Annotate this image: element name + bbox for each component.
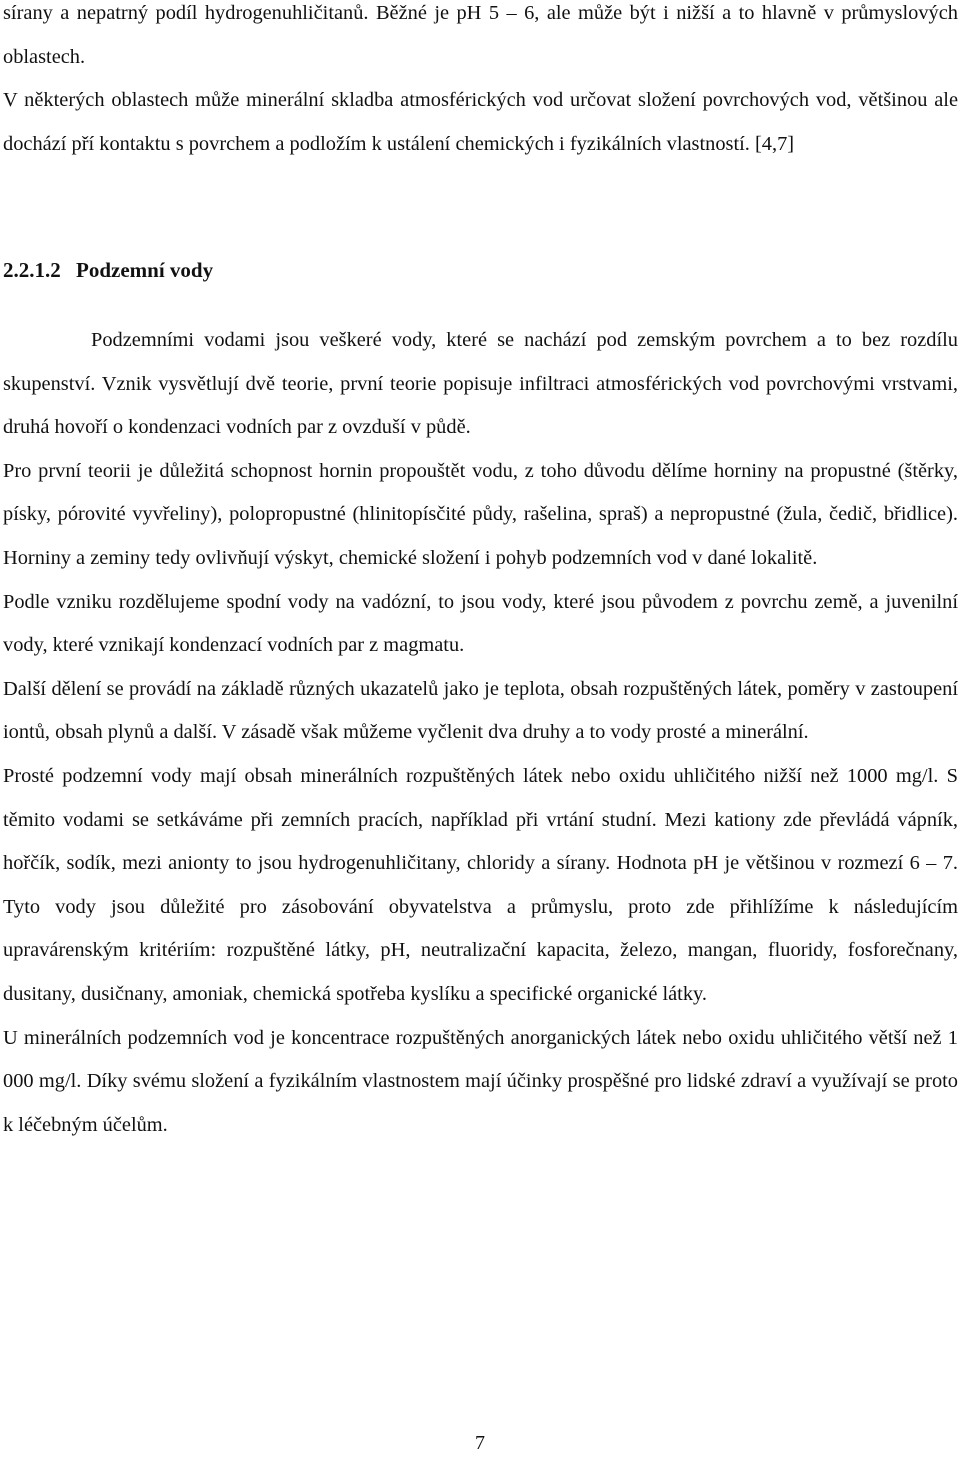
paragraph-intro-1: sírany a nepatrný podíl hydrogenuhličitanů. Běžné je pH 5 – 6, ale může být i nižší a to hlavně v průmyslových oblastech. xyxy=(3,2,958,68)
paragraph-3: Podle vzniku rozdělujeme spodní vody na vadózní, to jsou vody, které jsou původem z povrchu země, a juvenilní vody, které vznikají kondenzací vodních par z magmatu. xyxy=(3,590,958,657)
section-number: 2.2.1.2 xyxy=(3,258,61,282)
paragraph-4: Další dělení se provádí na základě různých ukazatelů jako je teplota, obsah rozpuštěných látek, poměry v zastoupení iontů, obsah plynů a další. V zásadě však můžeme vyčlenit dva druhy a to vody prosté a minerální. xyxy=(3,677,958,744)
section-body xyxy=(3,319,958,1147)
paragraph-5: Prosté podzemní vody mají obsah minerálních rozpuštěných látek nebo oxidu uhličitého nižší než 1000 mg/l. S těmito vodami se setkáváme při zemních pracích, například při vrtání studní. Mezi kationy zde převládá vápník, hořčík, sodík, mezi anionty to jsou hydrogenuhličitany, chloridy a sírany. Hodnota pH je většinou v rozmezí 6 – 7. Tyto vody jsou důležité pro zásobování obyvatelstva a průmyslu, proto zde přihlížíme k následujícím upravárenským kritériím: rozpuštěné látky, pH, neutralizační kapacita, železo, mangan, fluoridy, fosforečnany, dusitany, dusičnany, amoniak, chemická spotřeba kyslíku a specifické organické látky. xyxy=(3,764,958,1005)
paragraph-6: U minerálních podzemních vod je koncentrace rozpuštěných anorganických látek nebo oxidu uhličitého větší než 1 000 mg/l. Díky svému složení a fyzikálním vlastnostem mají účinky prospěšné pro lidské zdraví a využívají se proto k léčebným účelům. xyxy=(3,1026,958,1136)
paragraph-intro-2: V některých oblastech může minerální skladba atmosférických vod určovat složení povrchových vod, většinou ale dochází pří kontaktu s povrchem a podložím k ustálení chemických i fyzikálních vlastností. [4,7] xyxy=(3,89,958,155)
section-title: Podzemní vody xyxy=(76,258,214,282)
section-heading xyxy=(3,252,213,288)
document-page xyxy=(3,0,958,166)
paragraph-1: Podzemními vodami jsou veškeré vody, které se nachází pod zemským povrchem a to bez rozdílu skupenství. Vznik vysvětlují dvě teorie, první teorie popisuje infiltraci atmosférických vod povrchovými vrstvami, druhá hovoří o kondenzaci vodních par z ovzduší v půdě. xyxy=(3,329,958,439)
paragraph-2: Pro první teorii je důležitá schopnost hornin propouštět vodu, z toho důvodu dělíme horniny na propustné (štěrky, písky, pórovité vyvřeliny), polopropustné (hlinitopísčité půdy, rašelina, spraš) a nepropustné (žula, čedič, břidlice). Horniny a zeminy tedy ovlivňují výskyt, chemické složení i pohyb podzemních vod v dané lokalitě. xyxy=(3,459,958,569)
page-number: 7 xyxy=(475,1432,485,1454)
